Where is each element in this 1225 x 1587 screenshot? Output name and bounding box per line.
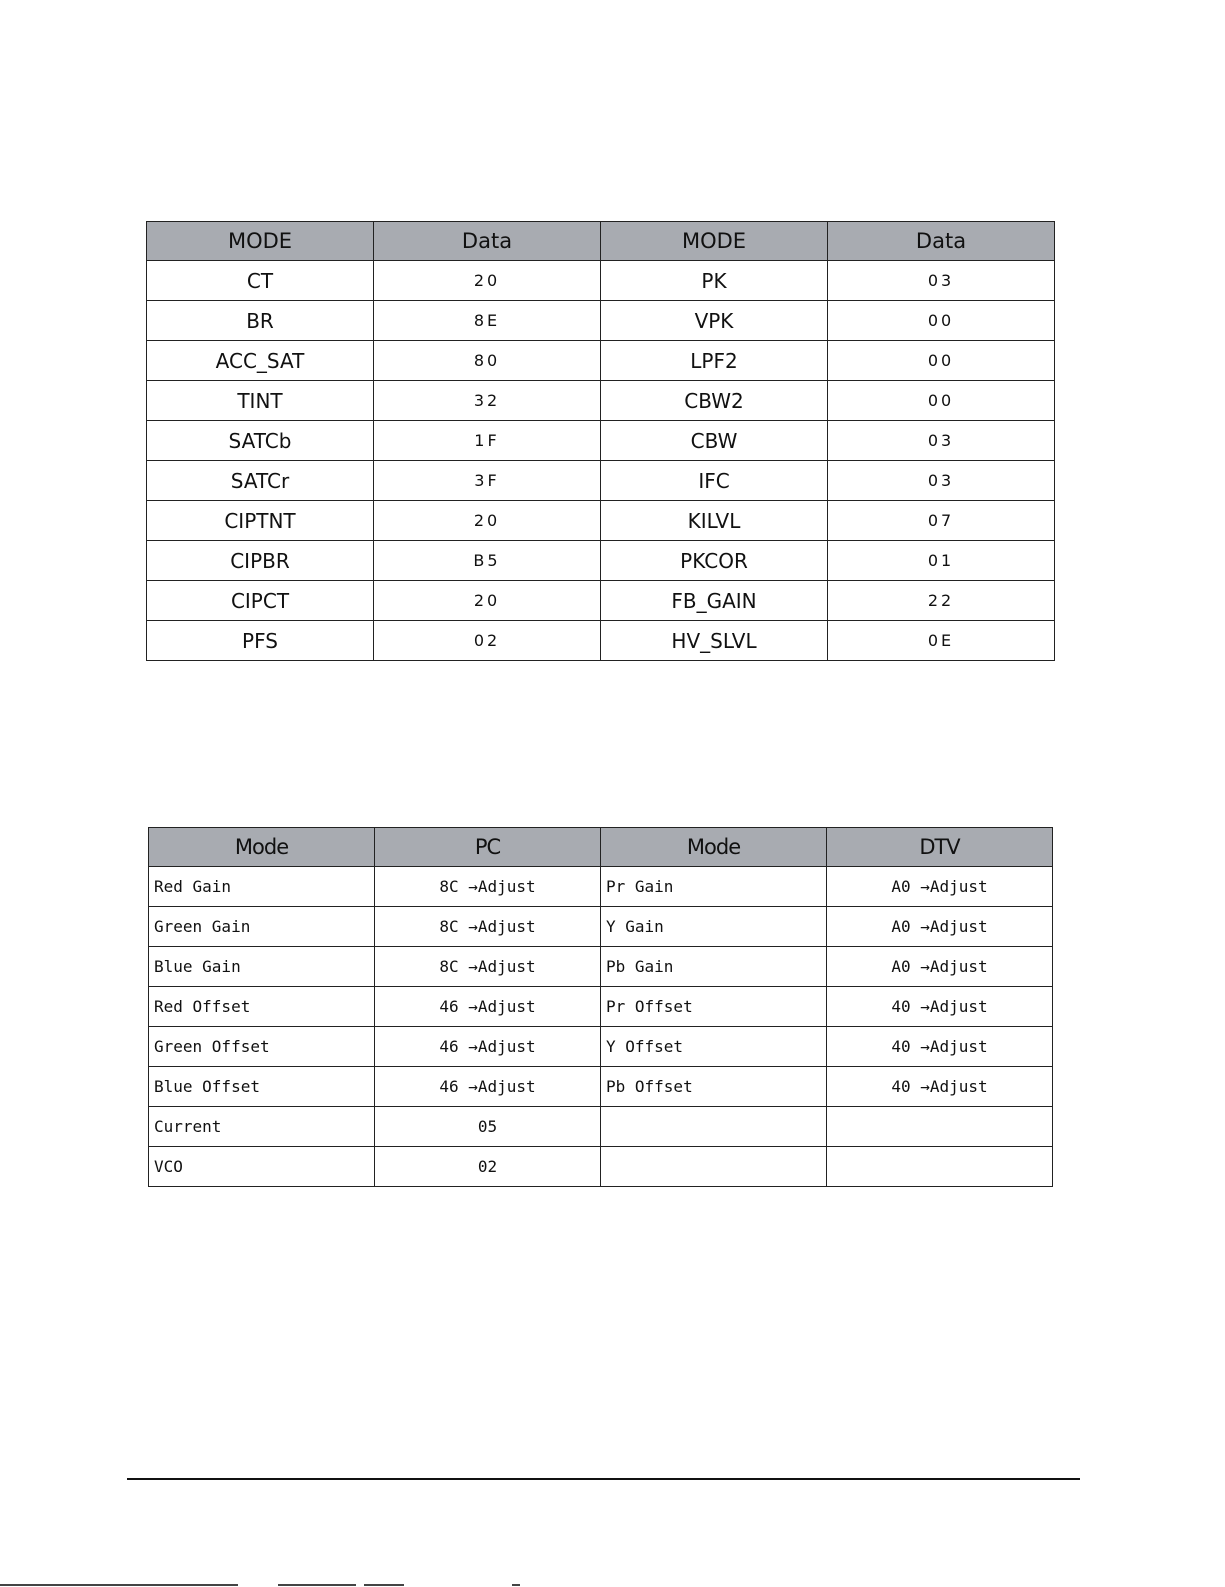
column-header: Data — [828, 222, 1055, 261]
data-cell: 03 — [828, 461, 1055, 501]
dtv-value-cell: A0 →Adjust — [827, 867, 1053, 907]
data-cell: 00 — [828, 301, 1055, 341]
mode-cell: LPF2 — [601, 341, 828, 381]
data-cell: 20 — [374, 581, 601, 621]
data-cell: 3F — [374, 461, 601, 501]
table-row — [147, 421, 1055, 461]
edge-mark — [512, 1584, 520, 1586]
mode-cell: PKCOR — [601, 541, 828, 581]
dtv-value-cell: A0 →Adjust — [827, 947, 1053, 987]
dtv-value-cell — [827, 1107, 1053, 1147]
mode-cell: SATCr — [147, 461, 374, 501]
mode-cell: Y Offset — [601, 1027, 827, 1067]
edge-mark — [278, 1584, 356, 1586]
mode-cell: Blue Gain — [149, 947, 375, 987]
mode-cell: CIPCT — [147, 581, 374, 621]
table-row — [149, 1107, 1053, 1147]
table-row — [147, 541, 1055, 581]
mode-cell: PK — [601, 261, 828, 301]
data-cell: 20 — [374, 261, 601, 301]
column-header: MODE — [601, 222, 828, 261]
pc-value-cell: 8C →Adjust — [375, 867, 601, 907]
pc-value-cell: 05 — [375, 1107, 601, 1147]
table-row — [147, 301, 1055, 341]
dtv-value-cell — [827, 1147, 1053, 1187]
mode-cell: Green Offset — [149, 1027, 375, 1067]
data-cell: 32 — [374, 381, 601, 421]
mode-cell: Red Gain — [149, 867, 375, 907]
mode-cell: Pb Offset — [601, 1067, 827, 1107]
table-row — [149, 1067, 1053, 1107]
data-cell: 03 — [828, 421, 1055, 461]
column-header: Mode — [149, 828, 375, 867]
table-header-row — [149, 828, 1053, 867]
dtv-value-cell: 40 →Adjust — [827, 1027, 1053, 1067]
data-cell: 00 — [828, 381, 1055, 421]
data-cell: 20 — [374, 501, 601, 541]
data-cell: 8E — [374, 301, 601, 341]
table-row — [149, 947, 1053, 987]
data-cell: 02 — [374, 621, 601, 661]
mode-cell: FB_GAIN — [601, 581, 828, 621]
mode-cell: BR — [147, 301, 374, 341]
mode-data-table — [146, 221, 1055, 661]
table-row — [147, 621, 1055, 661]
data-cell: 01 — [828, 541, 1055, 581]
mode-cell: Pr Gain — [601, 867, 827, 907]
mode-cell: CT — [147, 261, 374, 301]
mode-cell: CIPBR — [147, 541, 374, 581]
column-header: PC — [375, 828, 601, 867]
table-row — [147, 581, 1055, 621]
mode-cell: CBW2 — [601, 381, 828, 421]
gain-offset-table — [148, 827, 1053, 1187]
mode-cell: TINT — [147, 381, 374, 421]
table-row — [147, 381, 1055, 421]
mode-cell: CIPTNT — [147, 501, 374, 541]
mode-cell: ACC_SAT — [147, 341, 374, 381]
mode-cell: IFC — [601, 461, 828, 501]
table-row — [147, 341, 1055, 381]
data-cell: 0E — [828, 621, 1055, 661]
mode-cell: CBW — [601, 421, 828, 461]
column-header: Mode — [601, 828, 827, 867]
pc-value-cell: 8C →Adjust — [375, 947, 601, 987]
mode-cell: Y Gain — [601, 907, 827, 947]
pc-value-cell: 02 — [375, 1147, 601, 1187]
table-row — [149, 1147, 1053, 1187]
edge-mark — [0, 1584, 238, 1586]
mode-cell: Green Gain — [149, 907, 375, 947]
table-header-row — [147, 222, 1055, 261]
data-cell: 1F — [374, 421, 601, 461]
table-row — [149, 867, 1053, 907]
pc-value-cell: 8C →Adjust — [375, 907, 601, 947]
mode-cell: Current — [149, 1107, 375, 1147]
edge-mark — [364, 1584, 404, 1586]
mode-cell: VPK — [601, 301, 828, 341]
mode-cell: Red Offset — [149, 987, 375, 1027]
dtv-value-cell: 40 →Adjust — [827, 1067, 1053, 1107]
mode-cell: SATCb — [147, 421, 374, 461]
table-row — [149, 1027, 1053, 1067]
pc-value-cell: 46 →Adjust — [375, 1067, 601, 1107]
mode-cell — [601, 1107, 827, 1147]
table-row — [147, 501, 1055, 541]
data-cell: 00 — [828, 341, 1055, 381]
dtv-value-cell: A0 →Adjust — [827, 907, 1053, 947]
table-row — [147, 261, 1055, 301]
mode-cell: PFS — [147, 621, 374, 661]
pc-value-cell: 46 →Adjust — [375, 987, 601, 1027]
table-row — [147, 461, 1055, 501]
data-cell: 07 — [828, 501, 1055, 541]
mode-cell: Pb Gain — [601, 947, 827, 987]
data-cell: 22 — [828, 581, 1055, 621]
data-cell: 03 — [828, 261, 1055, 301]
mode-cell: Blue Offset — [149, 1067, 375, 1107]
table-row — [149, 907, 1053, 947]
data-cell: 80 — [374, 341, 601, 381]
mode-cell — [601, 1147, 827, 1187]
column-header: DTV — [827, 828, 1053, 867]
column-header: MODE — [147, 222, 374, 261]
footer-divider — [127, 1478, 1080, 1480]
column-header: Data — [374, 222, 601, 261]
dtv-value-cell: 40 →Adjust — [827, 987, 1053, 1027]
mode-cell: HV_SLVL — [601, 621, 828, 661]
mode-cell: KILVL — [601, 501, 828, 541]
mode-cell: VCO — [149, 1147, 375, 1187]
table-row — [149, 987, 1053, 1027]
data-cell: B5 — [374, 541, 601, 581]
pc-value-cell: 46 →Adjust — [375, 1027, 601, 1067]
mode-cell: Pr Offset — [601, 987, 827, 1027]
